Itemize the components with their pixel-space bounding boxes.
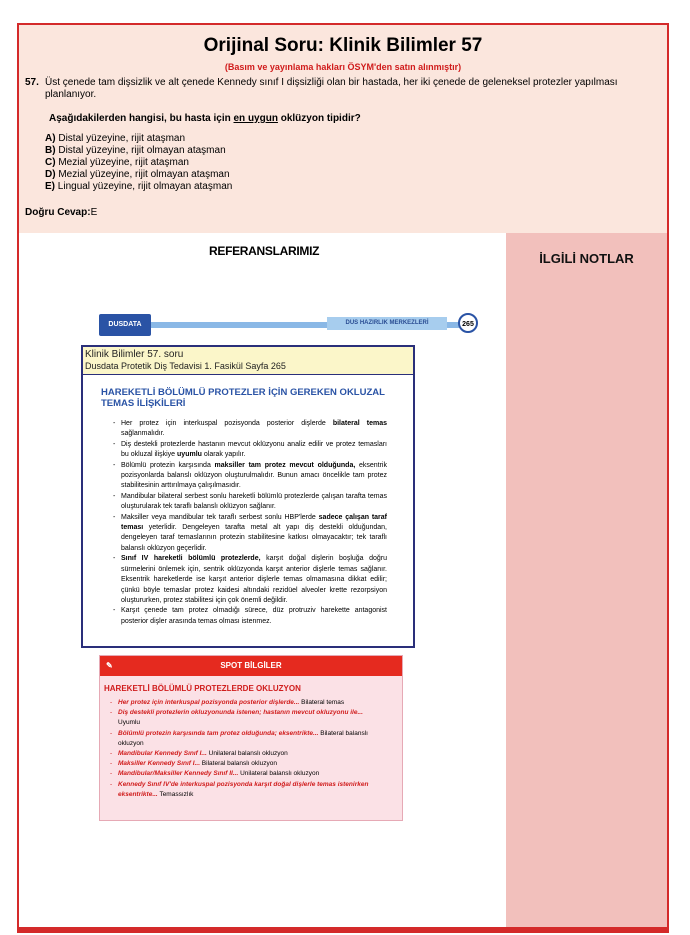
list-item: - Maksiller Kennedy Sınıf I... Bilateral balanslı okluzyon	[108, 759, 380, 769]
spot-info-box	[99, 655, 403, 821]
option-letter: E)	[45, 181, 55, 192]
related-notes-panel	[506, 233, 667, 927]
list-item: - Diş destekli protezlerin okluzyonunda istenen; hastanın mevcut okluzyonu ile... Uyumlu	[108, 708, 380, 728]
reference-box-source: Dusdata Protetik Diş Tedavisi 1. Fasikül Sayfa 265	[85, 361, 286, 371]
list-item: - Maksiller veya mandibular tek taraflı serbest sonlu HBP'lerde sadece çalışan taraf teması yeterlidir. Dengeleyen tarafta metal alt yapı diş destekli olduğundan, dengeleyen taraf temaslarının protezin stabilitesine katkısı olmayacaktır; tek taraflı balanslı oklüzyon geçerlidir.	[111, 513, 387, 555]
list-item: - Karşıt çenede tam protez olmadığı sürece, düz protruziv harekette antagonist posterior dişler arasında temas olması istenmez.	[111, 606, 387, 627]
option-letter: A)	[45, 133, 56, 144]
reference-excerpt	[81, 345, 415, 648]
option-a[interactable]	[45, 133, 232, 145]
question-ask-underlined: en uygun	[233, 113, 278, 124]
option-text: Distal yüzeyine, rijit olmayan ataşman	[58, 145, 226, 156]
option-b[interactable]	[45, 145, 232, 157]
list-item: - Her protez için interkuspal pozisyonda posterior dişlerde... Bilateral temas	[108, 698, 380, 708]
correct-answer	[25, 207, 97, 218]
spot-info-subtitle: HAREKETLİ BÖLÜMLÜ PROTEZLERDE OKLUZYON	[104, 684, 301, 693]
bottom-border-bar	[17, 927, 669, 933]
dusdata-logo: DUSDATA	[99, 314, 151, 336]
reference-bullet-list	[111, 419, 387, 627]
list-item: - Her protez için interkuspal pozisyonda posterior dişlerde bilateral temas sağlanmalıdır.	[111, 419, 387, 440]
spot-info-list	[108, 698, 380, 800]
list-item: - Diş destekli protezlerde hastanın mevcut oklüzyonu analiz edilir ve protez temasları bu okluzal ilişkiye uyumlu olarak yapılır.	[111, 440, 387, 461]
correct-answer-label: Doğru Cevap:	[25, 207, 91, 218]
answer-options	[45, 133, 232, 193]
list-item: - Mandibular Kennedy Sınıf I... Unilateral balanslı okluzyon	[108, 749, 380, 759]
list-item: - Bölümlü protezin karşısında tam protez olduğunda; eksentrikte... Bilateral balanslı okluzyon	[108, 729, 380, 749]
references-title: REFERANSLARIMIZ	[209, 244, 320, 258]
page-title: Orijinal Soru: Klinik Bilimler 57	[203, 35, 483, 56]
spot-info-header	[100, 656, 402, 676]
book-strip-label: DUS HAZIRLIK MERKEZLERİ	[327, 317, 447, 330]
correct-answer-value: E	[90, 207, 98, 218]
book-page-number: 265	[458, 313, 478, 333]
option-text: Mezial yüzeyine, rijit olmayan ataşman	[58, 169, 230, 180]
list-item: - Mandibular/Maksiller Kennedy Sınıf II... Unilateral balanslı okluzyon	[108, 769, 380, 779]
page-frame	[17, 23, 669, 929]
option-c[interactable]	[45, 157, 232, 169]
question-ask-before: Aşağıdakilerden hangisi, bu hasta için	[49, 113, 234, 124]
pin-icon: ✎	[106, 661, 113, 670]
option-letter: C)	[45, 157, 56, 168]
list-item: - Bölümlü protezin karşısında maksiller tam protez mevcut olduğunda, eksentrik pozisyonlarda balanslı oklüzyon oluşturulmalıdır. Bunun amacı öncelikle tam protez stabilitesinin arttırılmaya çalışılmasıdır.	[111, 461, 387, 492]
option-text: Distal yüzeyine, rijit ataşman	[58, 133, 186, 144]
list-item: - Mandibular bilateral serbest sonlu hareketli bölümlü protezlerde çalışan tarafta temas oluşturularak tek taraflı balanslı oklüzyon sağlanır.	[111, 492, 387, 513]
option-text: Mezial yüzeyine, rijit ataşman	[58, 157, 189, 168]
list-item: - Sınıf IV hareketli bölümlü protezlerde, karşıt doğal dişlerin boşluğa doğru sürmelerini önlemek için, sentrik oklüzyonda karşıt anterior dişlerle temas sağlanır. Eksentrik hareketlerde ise karşıt anterior dişlerle temas olmamasına dikkat edilir; çünkü böyle temaslar protez kaidesi altındaki rezidüel alveoler krette rezorpsiyon oluştururken, protez stabilitesi için çok önemli değildir.	[111, 554, 387, 606]
related-notes-title: İLGİLİ NOTLAR	[539, 251, 634, 266]
book-page-strip	[99, 314, 479, 338]
option-d[interactable]	[45, 169, 232, 181]
question-number: 57.	[25, 77, 39, 88]
list-item: - Kennedy Sınıf IV'de interkuspal pozisyonda karşıt doğal dişlerle temas istenirken eksentrikte... Temassızlık	[108, 780, 380, 800]
option-text: Lingual yüzeyine, rijit olmayan ataşman	[57, 181, 233, 192]
spot-info-title: SPOT BİLGİLER	[220, 661, 282, 670]
option-e[interactable]	[45, 181, 232, 193]
option-letter: D)	[45, 169, 56, 180]
reference-header	[83, 347, 413, 375]
option-letter: B)	[45, 145, 56, 156]
copyright-notice: (Basım ve yayınlama hakları ÖSYM'den satın alınmıştır)	[224, 62, 462, 72]
question-stem: Üst çenede tam dişsizlik ve alt çenede Kennedy sınıf I dişsizliği olan bir hastada, her iki çenede de geleneksel protezler yapılması planlanıyor.	[45, 77, 618, 100]
reference-box-title: Klinik Bilimler 57. soru	[85, 349, 184, 360]
question-header	[19, 25, 667, 233]
question-ask	[49, 113, 361, 124]
question-ask-after: oklüzyon tipidir?	[277, 113, 361, 124]
reference-section-title: HAREKETLİ BÖLÜMLÜ PROTEZLER İÇİN GEREKEN OKLUZAL TEMAS İLİŞKİLERİ	[101, 387, 385, 409]
